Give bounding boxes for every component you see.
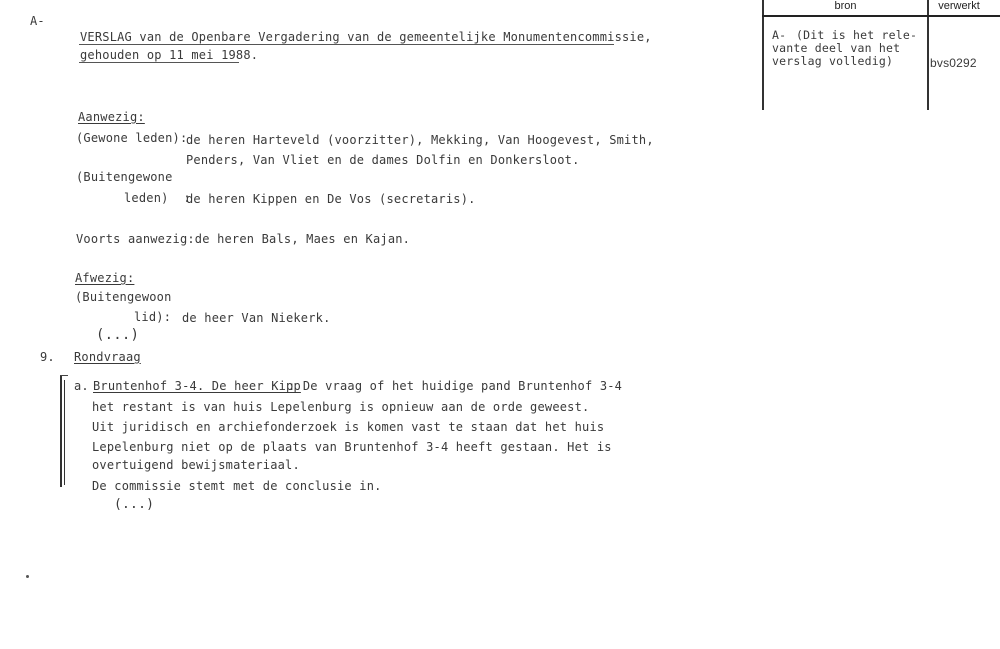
title-underline-2 <box>79 62 239 63</box>
table-header-verwerkt: verwerkt <box>938 0 980 12</box>
absent-ellipsis: (...) <box>96 327 140 343</box>
bron-line3: verslag volledig) <box>772 54 894 68</box>
present-extra-names: de heren Kippen en De Vos (secretaris). <box>186 192 476 206</box>
absent-label2: lid): <box>134 310 172 324</box>
present-regular-label: (Gewone leden): <box>76 131 188 145</box>
bron-line1: (Dit is het rele- <box>796 28 918 42</box>
point-line3: Uit juridisch en archiefonderzoek is komen vast te staan dat het huis <box>92 420 605 434</box>
report-title-line1: VERSLAG van de Openbare Vergadering van de gemeentelijke Monumentencommissie, <box>80 30 652 44</box>
also-present: Voorts aanwezig:de heren Bals, Maes en Kajan. <box>76 232 411 246</box>
scan-dot <box>26 575 29 578</box>
margin-bracket-line-1 <box>60 375 62 487</box>
absent-label1: (Buitengewoon <box>75 290 172 304</box>
title-underline-1 <box>79 44 614 45</box>
absent-names: de heer Van Niekerk. <box>182 311 331 325</box>
table-header-bron: bron <box>834 0 857 12</box>
present-regular-line1: de heren Harteveld (voorzitter), Mekking, Van Hoogevest, Smith, <box>186 133 654 147</box>
margin-bracket-top <box>60 375 68 376</box>
point-ellipsis: (...) <box>114 497 155 512</box>
present-heading: Aanwezig: <box>78 110 145 124</box>
absent-heading: Afwezig: <box>75 271 135 285</box>
present-extra-label2: leden) : <box>124 191 191 205</box>
point-title: Bruntenhof 3-4. De heer Kipp <box>93 379 301 393</box>
report-title-line2: gehouden op 11 mei 1988. <box>80 48 259 62</box>
margin-label: A- <box>30 14 45 28</box>
verwerkt-code: bvs0292 <box>930 56 977 70</box>
item-number: 9. <box>40 350 55 364</box>
point-line4: Lepelenburg niet op de plaats van Bruntenhof 3-4 heeft gestaan. Het is <box>92 440 612 454</box>
point-label: a. <box>74 379 89 393</box>
table-header-rule <box>762 15 1000 17</box>
bron-line2: vante deel van het <box>772 41 901 55</box>
point-line5: overtuigend bewijsmateriaal. <box>92 458 300 472</box>
point-line6: De commissie stemt met de conclusie in. <box>92 479 382 493</box>
margin-bracket-line-2 <box>64 380 65 485</box>
present-regular-line2: Penders, Van Vliet en de dames Dolfin en Donkersloot. <box>186 153 580 167</box>
point-line1: : De vraag of het huidige pand Bruntenhof 3-4 <box>288 379 623 393</box>
bron-label: A- <box>772 28 787 42</box>
point-line2: het restant is van huis Lepelenburg is opnieuw aan de orde geweest. <box>92 400 590 414</box>
item-heading: Rondvraag <box>74 350 141 364</box>
present-extra-label1: (Buitengewone <box>76 170 173 184</box>
